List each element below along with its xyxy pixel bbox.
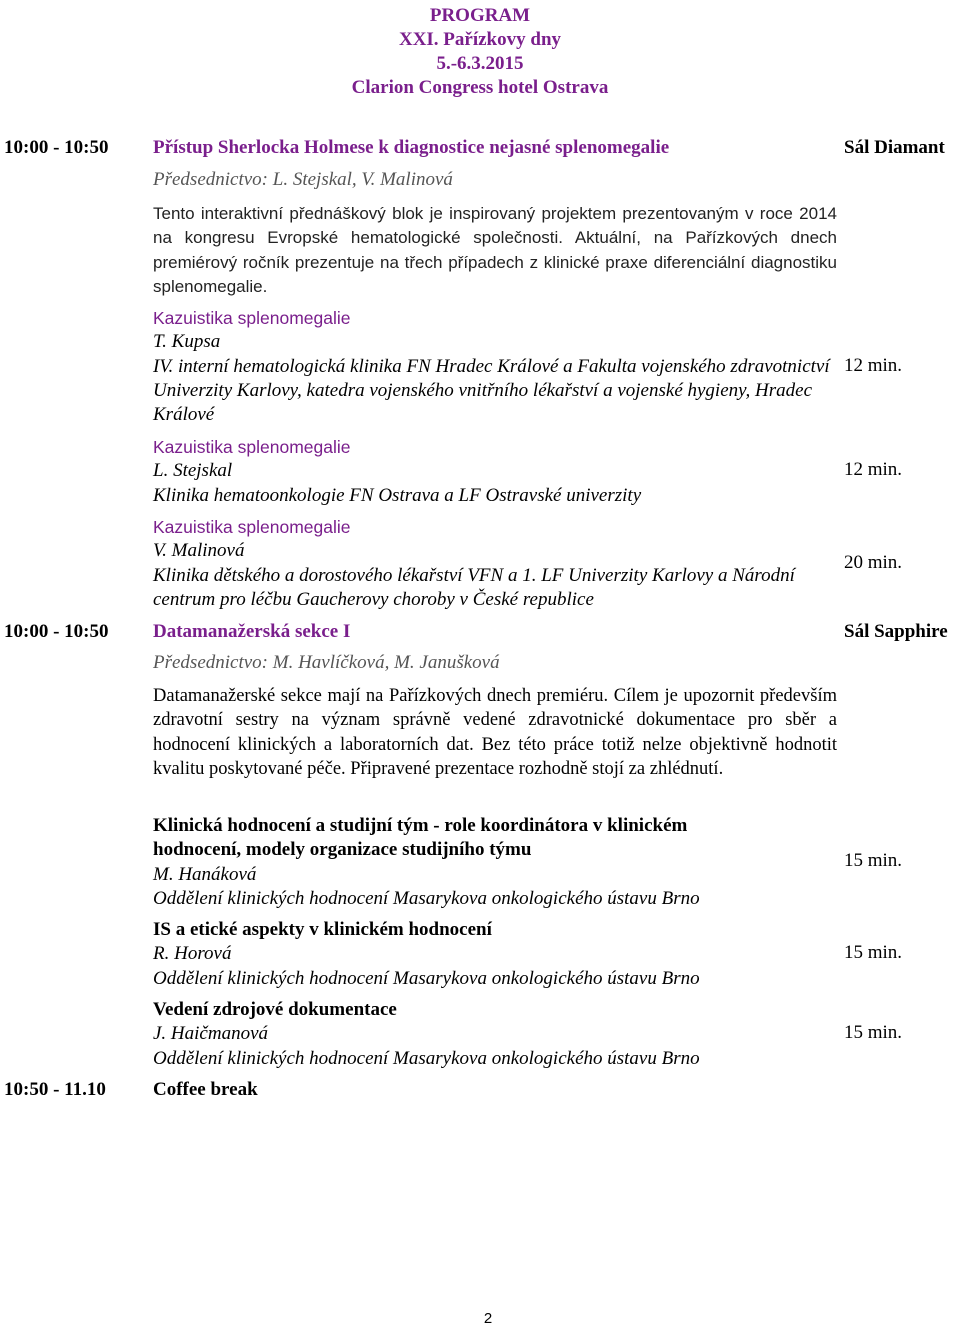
- talk-duration: 12 min.: [844, 459, 903, 480]
- talk-title: Kazuistika splenomegalie: [153, 308, 351, 328]
- talk-duration: 15 min.: [844, 942, 903, 963]
- talk-duration: 12 min.: [844, 355, 903, 376]
- event-venue: Clarion Congress hotel Ostrava: [351, 77, 609, 98]
- talk-title: Kazuistika splenomegalie: [153, 517, 351, 537]
- session-description: Tento interaktivní přednáškový blok je inspirovaný projektem prezentovaným v roce 2014 na kongresu Evropské hematologické společnosti. Aktuální, na Pařízkových dnech premiérový ročník prezentuje na třech případech z klinické praxe diferenciální diagnostiku splenomegalie.: [153, 204, 837, 296]
- talk-speaker: R. Horová: [153, 943, 232, 965]
- session-room: Sál Diamant: [844, 137, 945, 158]
- talk-affiliation: Klinika hematoonkologie FN Ostrava a LF Ostravské univerzity: [153, 484, 642, 506]
- session-room: Sál Sapphire: [844, 621, 948, 642]
- talk-title: Vedení zdrojové dokumentace: [153, 999, 397, 1020]
- talk-speaker: J. Haičmanová: [153, 1023, 269, 1045]
- talk-item: [153, 998, 833, 1071]
- talk-item: [153, 306, 833, 427]
- session-time: 10:00 - 10:50: [4, 621, 109, 642]
- talk-title: Kazuistika splenomegalie: [153, 437, 351, 457]
- session-time: 10:00 - 10:50: [4, 137, 109, 158]
- talk-affiliation: IV. interní hematologická klinika FN Hradec Králové a Fakulta vojenského zdravotnictví Univerzity Karlovy, katedra vojenského vnitřního lékařství a vojenské hygieny, Hradec Králové: [153, 355, 830, 426]
- session-time: 10:50 - 11.10: [4, 1079, 106, 1100]
- talk-title: IS a etické aspekty v klinickém hodnocení: [153, 919, 492, 940]
- talk-speaker: T. Kupsa: [153, 331, 221, 353]
- talk-item: [153, 515, 833, 612]
- event-name: XXI. Pařízkovy dny: [398, 29, 562, 50]
- program-heading: PROGRAM: [429, 5, 531, 26]
- talk-item: [153, 435, 833, 508]
- event-date: 5.-6.3.2015: [436, 53, 524, 74]
- session-title: Datamanažerská sekce I: [153, 621, 351, 642]
- talk-duration: 20 min.: [844, 552, 903, 573]
- talk-affiliation: Klinika dětského a dorostového lékařství VFN a 1. LF Univerzity Karlovy a Národní centrum pro léčbu Gaucherovy choroby v České republice: [153, 564, 795, 610]
- session-title: Přístup Sherlocka Holmese k diagnostice nejasné splenomegalie: [153, 137, 670, 158]
- talk-item: [153, 814, 753, 911]
- talk-speaker: M. Hanáková: [153, 863, 257, 885]
- talk-duration: 15 min.: [844, 850, 903, 871]
- talk-affiliation: Oddělení klinických hodnocení Masarykova onkologického ústavu Brno: [153, 967, 700, 989]
- page-number: 2: [483, 1310, 493, 1327]
- talk-affiliation: Oddělení klinických hodnocení Masarykova onkologického ústavu Brno: [153, 1047, 700, 1069]
- session-title: Coffee break: [153, 1079, 258, 1100]
- talk-title: Klinická hodnocení a studijní tým - role koordinátora v klinickém hodnocení, modely organizace studijního týmu: [153, 815, 688, 861]
- talk-speaker: V. Malinová: [153, 540, 245, 562]
- session-chair: Předsednictvo: L. Stejskal, V. Malinová: [153, 169, 453, 190]
- talk-item: [153, 918, 833, 991]
- talk-duration: 15 min.: [844, 1022, 903, 1043]
- talk-speaker: L. Stejskal: [153, 460, 233, 482]
- session-description: Datamanažerské sekce mají na Pařízkových dnech premiéru. Cílem je upozornit především zdravotní sestry na význam správně vedené zdravotnické dokumentace pro sběr a hodnocení klinických a laboratorních dat. Bez této práce totiž nelze objektivně hodnotit kvalitu poskytované péče. Připravené prezentace rozhodně stojí za zhlédnutí.: [153, 686, 837, 779]
- talk-affiliation: Oddělení klinických hodnocení Masarykova onkologického ústavu Brno: [153, 887, 700, 909]
- session-chair: Předsednictvo: M. Havlíčková, M. Janušková: [153, 652, 500, 673]
